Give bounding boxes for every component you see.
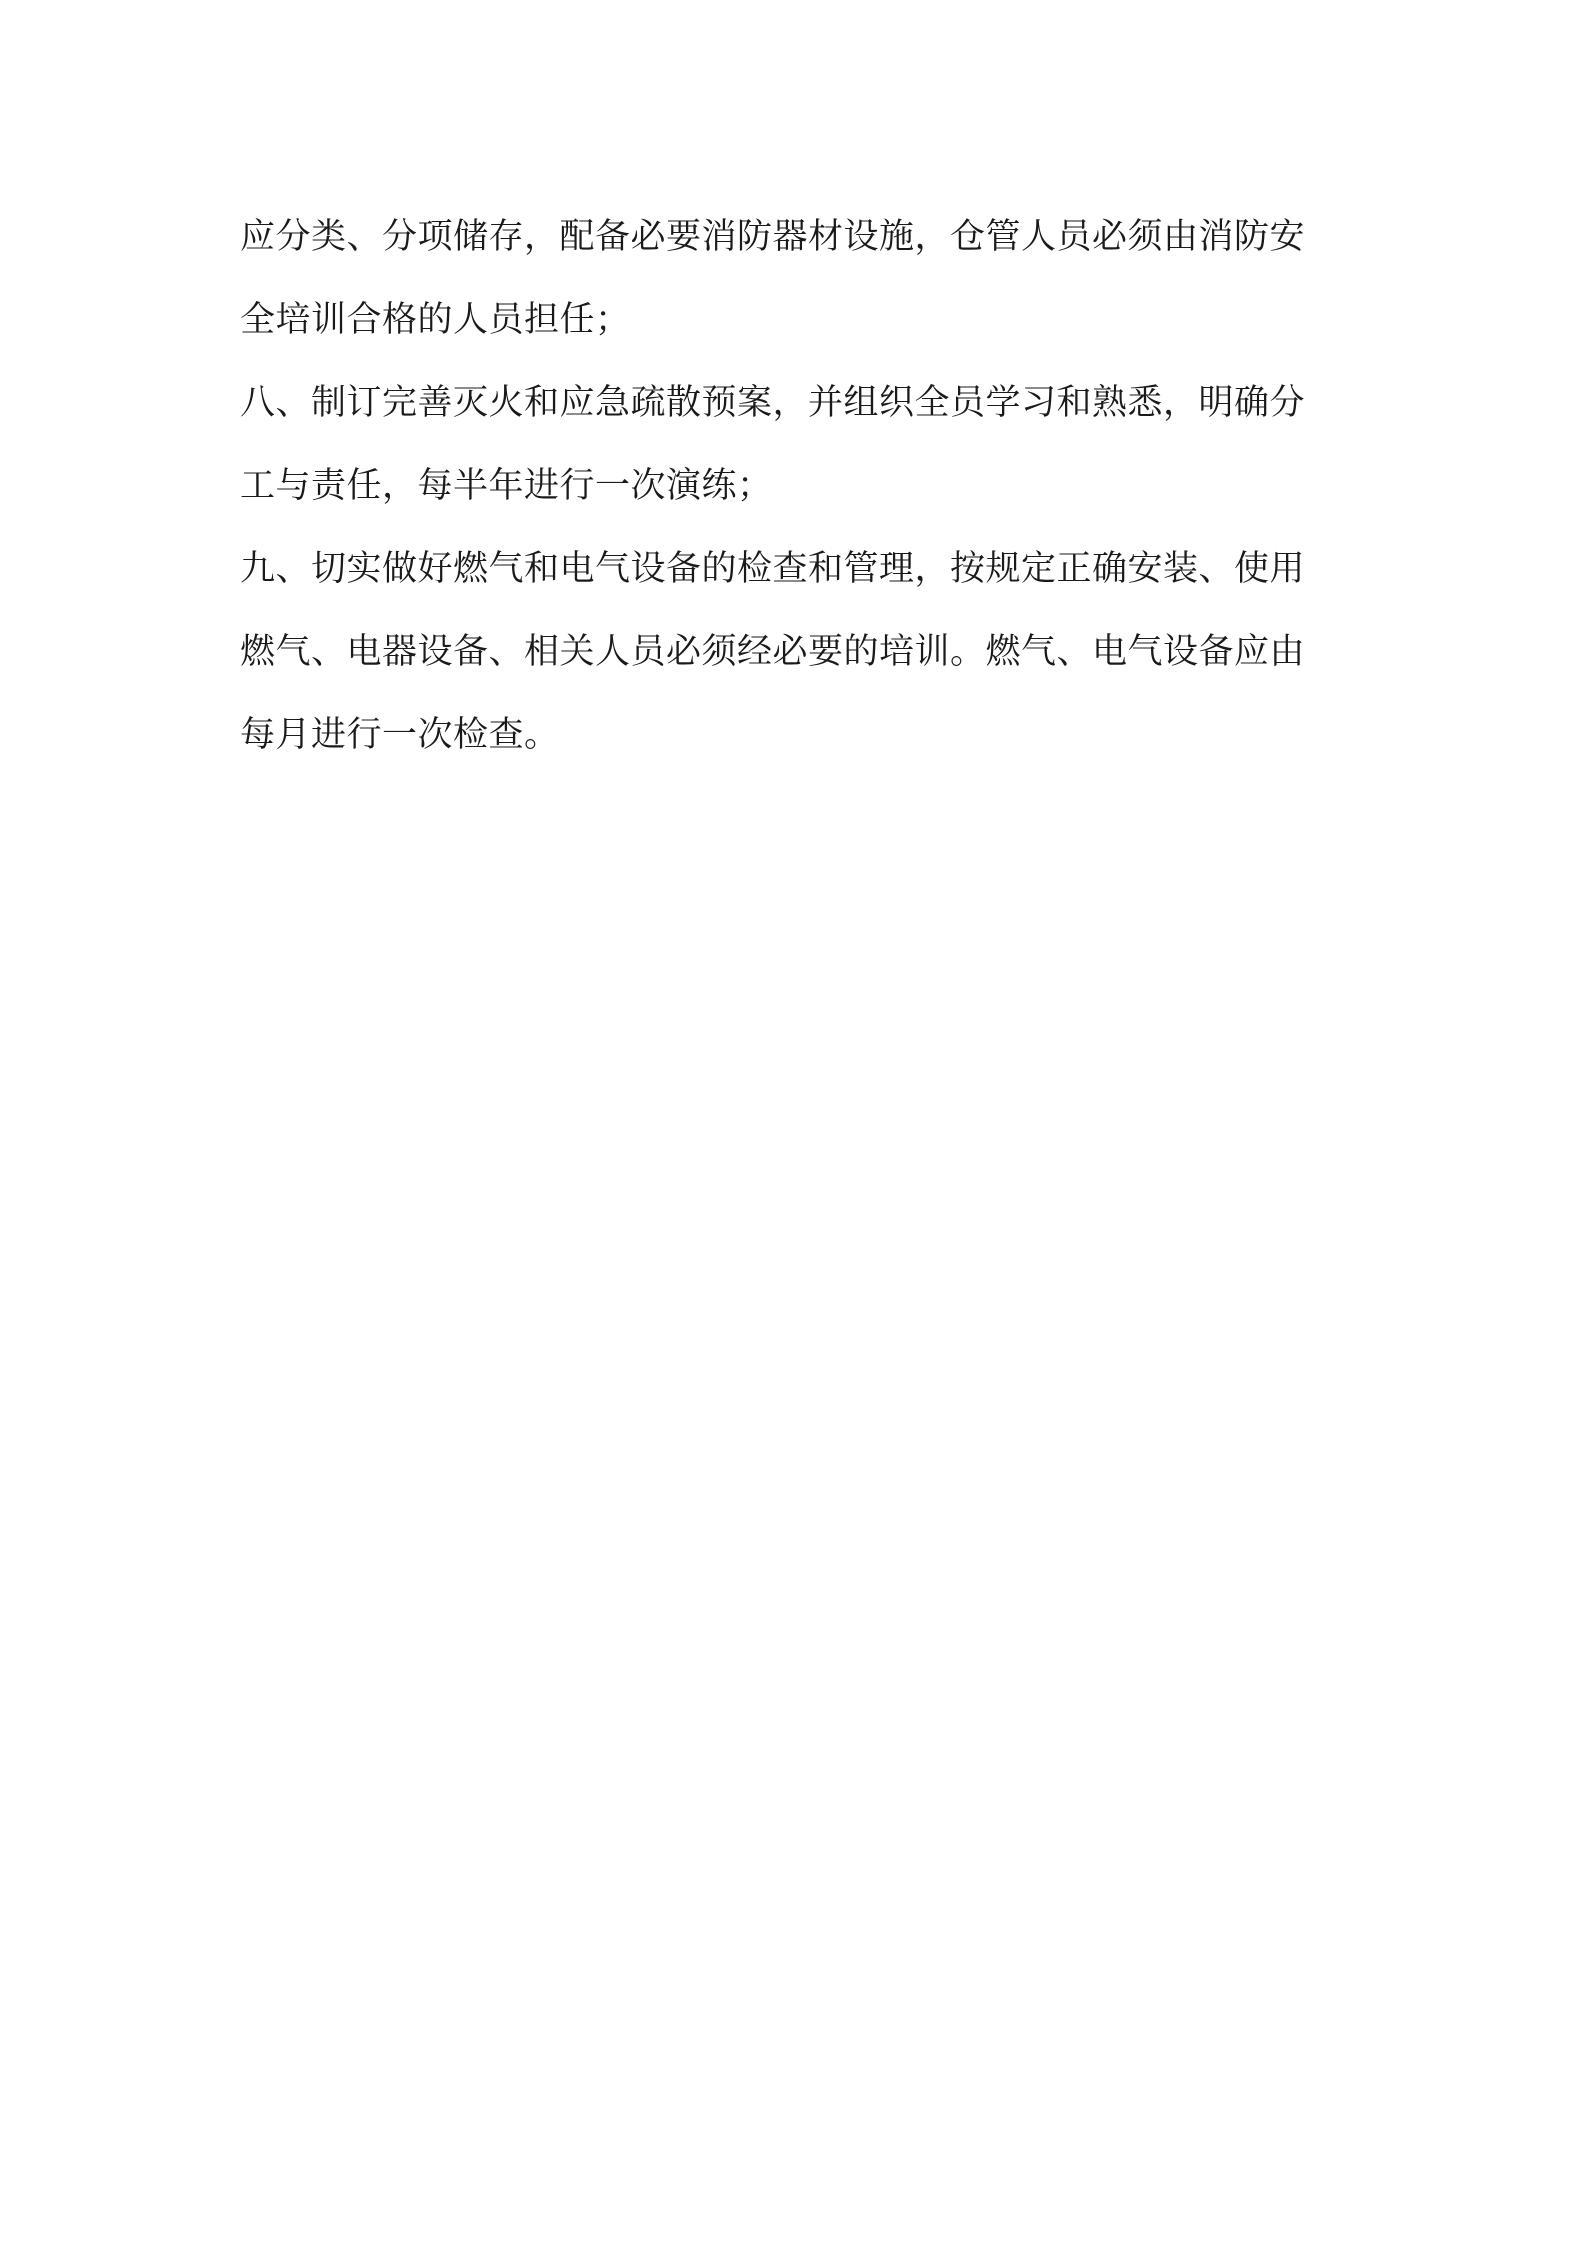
text-line: 九、切实做好燃气和电气设备的检查和管理，按规定正确安装、使用 [240,549,1306,589]
text-line: 燃气、电器设备、相关人员必须经必要的培训。燃气、电气设备应由 [240,632,1306,672]
text-line: 工与责任，每半年进行一次演练； [240,466,773,506]
text-line: 每月进行一次检查。 [240,715,560,755]
document-body [240,196,1360,777]
text-line: 应分类、分项储存，配备必要消防器材设施，仓管人员必须由消防安 [240,217,1306,257]
text-line: 八、制订完善灭火和应急疏散预案，并组织全员学习和熟悉，明确分 [240,383,1306,423]
text-line: 全培训合格的人员担任； [240,300,631,340]
